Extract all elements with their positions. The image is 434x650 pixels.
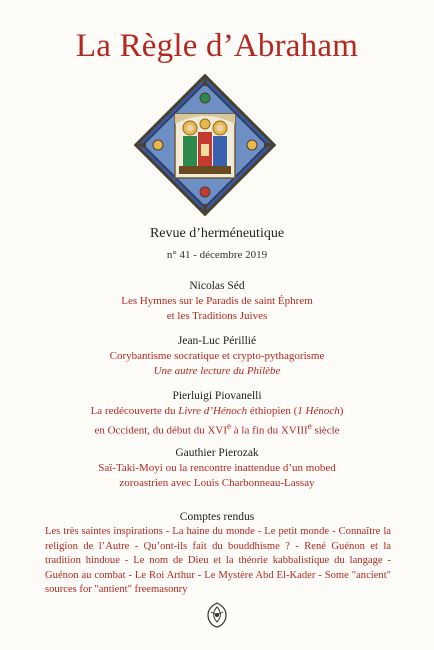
article-title-line: Les Hymnes sur le Paradis de saint Éphrem <box>121 295 313 307</box>
title-italic-segment: Livre d’Hénoch <box>178 405 248 417</box>
article-title-line <box>0 404 434 419</box>
article-title-line: et les Traditions Juives <box>166 309 268 322</box>
title-segment: La redécouverte du <box>90 405 179 417</box>
stained-glass-icon <box>134 74 276 216</box>
article-author: Jean-Luc Périllié <box>177 335 257 347</box>
journal-title: La Règle d’Abraham <box>75 28 359 64</box>
article-piovanelli <box>0 389 434 438</box>
article-title-italic: Une autre lecture du Philèbe <box>153 364 281 377</box>
article-title-line <box>0 419 434 438</box>
title-segment: ) <box>339 405 344 417</box>
title-italic-segment: 1 Hénoch <box>297 405 340 417</box>
publisher-emblem-icon <box>205 602 229 628</box>
title-segment: à la fin du XVIII <box>231 424 308 437</box>
article-title-line <box>0 364 434 379</box>
issue-number: n° 41 - décembre 2019 <box>166 249 268 261</box>
article-title-line: Saï-Taki-Moyi ou la rencontre inattendue d’un mobed <box>98 462 336 474</box>
article-title-line: Corybantisme socratique et crypto-pythagorisme <box>109 350 325 362</box>
article-perillie <box>0 334 434 378</box>
journal-subtitle: Revue d’herméneutique <box>149 226 285 241</box>
title-segment: éthiopien ( <box>247 405 298 417</box>
title-superscript: e <box>227 420 232 431</box>
reviews-list: Les très saintes inspirations - La haine du monde - Le petit monde - Connaître la religion de l’Autre - Qu’ont-ils fait du bouddhisme ? - René Guénon et la tradition hindoue - Le nom de Dieu et la théorie kabbalistique du langage - Guénon au combat - Le Roi Arthur - Le Mystère Abd El-Kader - Some "ancient" sources for "antient" freemasonry <box>45 526 391 596</box>
article-author: Gauthier Pierozak <box>175 447 259 459</box>
article-sed <box>0 279 434 323</box>
title-segment: en Occident, du début du XVI <box>94 424 228 437</box>
title-superscript: e <box>307 420 312 431</box>
article-title-line: zoroastrien avec Louis Charbonneau-Lassay <box>119 476 315 489</box>
article-author: Pierluigi Piovanelli <box>172 390 262 402</box>
article-author: Nicolas Séd <box>189 280 245 292</box>
title-segment: siècle <box>311 424 340 437</box>
reviews-heading: Comptes rendus <box>179 511 255 523</box>
article-pierozak <box>0 446 434 490</box>
